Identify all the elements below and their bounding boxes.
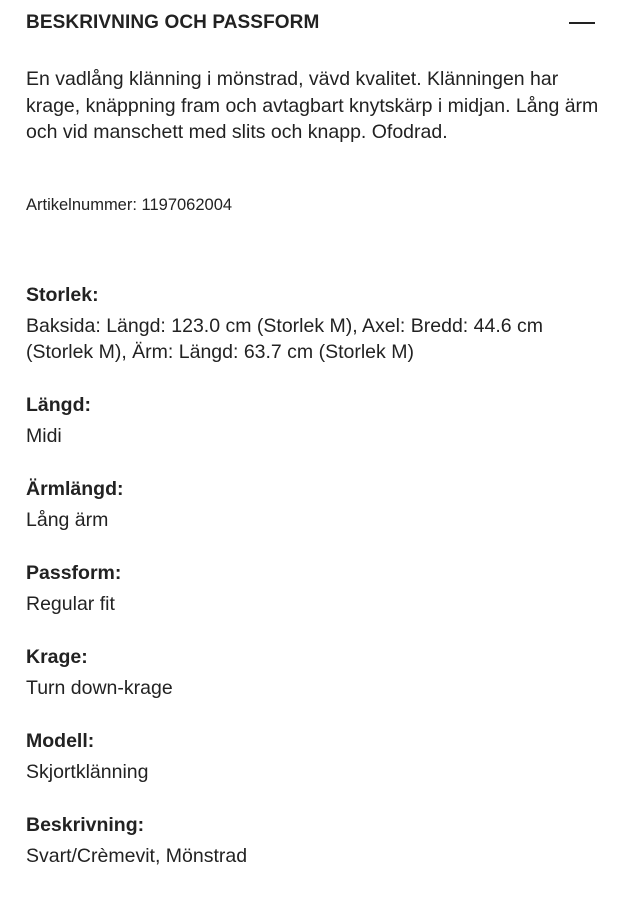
attribute-value: Skjortklänning <box>26 761 149 783</box>
attribute-value: Regular fit <box>26 593 115 615</box>
attribute-sleeve-length <box>26 476 601 533</box>
attribute-label: Längd: <box>26 394 91 416</box>
attribute-size <box>26 282 601 365</box>
minus-icon[interactable] <box>568 13 596 33</box>
attribute-description <box>26 812 601 869</box>
section-header-toggle[interactable] <box>26 8 596 38</box>
attribute-label: Storlek: <box>26 284 99 306</box>
attribute-length <box>26 392 601 449</box>
attribute-model <box>26 728 601 785</box>
attribute-value: Midi <box>26 425 62 447</box>
article-number: Artikelnummer: 1197062004 <box>26 196 233 214</box>
attribute-value: Baksida: Längd: 123.0 cm (Storlek M), Axel: Bredd: 44.6 cm (Storlek M), Ärm: Längd: 63.7 cm (Storlek M) <box>26 315 543 363</box>
attribute-value: Lång ärm <box>26 509 109 531</box>
attribute-label: Modell: <box>26 730 95 752</box>
attribute-value: Turn down-krage <box>26 677 173 699</box>
attribute-label: Beskrivning: <box>26 814 145 836</box>
attribute-value: Svart/Crèmevit, Mönstrad <box>26 845 248 867</box>
attribute-fit <box>26 560 601 617</box>
section-title: BESKRIVNING OCH PASSFORM <box>26 12 320 33</box>
product-description: En vadlång klänning i mönstrad, vävd kvalitet. Klänningen har krage, knäppning fram och avtagbart knytskärp i midjan. Lång ärm och vid manschett med slits och knapp. Ofodrad. <box>26 68 599 143</box>
attribute-collar <box>26 644 601 701</box>
attribute-label: Krage: <box>26 646 88 668</box>
attribute-label: Ärmlängd: <box>26 478 124 500</box>
attribute-label: Passform: <box>26 562 122 584</box>
